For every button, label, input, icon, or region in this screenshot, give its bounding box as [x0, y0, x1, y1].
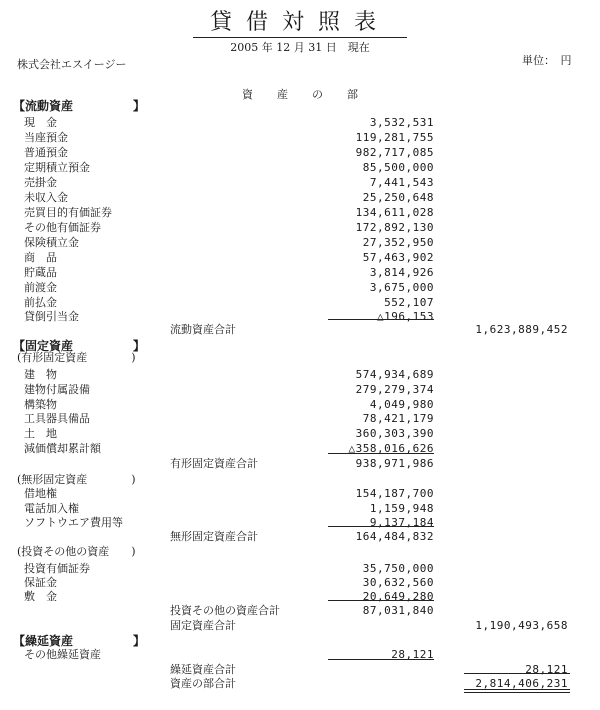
line-item-amount: 982,717,085 — [355, 146, 434, 159]
line-item-amount: 552,107 — [384, 296, 434, 309]
current-assets-total: 1,623,889,452 — [475, 323, 568, 336]
line-item-label: 敷 金 — [24, 590, 57, 603]
line-item-label: 工具器具備品 — [24, 412, 90, 425]
fixed-assets-heading: 【固定資産 】 — [13, 339, 146, 353]
line-item-label: 土 地 — [24, 427, 57, 440]
currency-unit: 単位： 円 — [522, 54, 572, 67]
double-rule-lower — [464, 692, 570, 693]
line-item-amount: 574,934,689 — [355, 368, 434, 381]
line-item-amount: 57,463,902 — [362, 251, 434, 264]
investments-total-label: 投資その他の資産合計 — [170, 604, 280, 617]
line-item-amount: 35,750,000 — [362, 562, 434, 575]
subtotal-rule — [328, 526, 434, 527]
intangible-assets-total: 164,484,832 — [355, 530, 434, 543]
line-item-label: 商 品 — [24, 251, 57, 264]
line-item-amount: 119,281,755 — [355, 131, 434, 144]
subtotal-rule — [328, 453, 434, 454]
line-item-amount: 172,892,130 — [355, 221, 434, 234]
line-item-amount: 25,250,648 — [362, 191, 434, 204]
line-item-label: 電話加入権 — [24, 502, 79, 515]
line-item-label: 貯蔵品 — [24, 266, 57, 279]
line-item-amount: 3,532,531 — [369, 116, 434, 129]
line-item-label: 前渡金 — [24, 281, 57, 294]
title-underline — [193, 37, 407, 38]
grand-total: 2,814,406,231 — [475, 677, 568, 690]
line-item-label: 建物付属設備 — [24, 383, 90, 396]
total-rule — [464, 673, 570, 674]
line-item-label: 普通預金 — [24, 146, 68, 159]
line-item-label: 保証金 — [24, 576, 57, 589]
document-title: 貸借対照表 — [209, 10, 390, 35]
line-item-amount: △196,153 — [377, 310, 434, 323]
line-item-label: 売買目的有価証券 — [24, 206, 112, 219]
line-item-label: 定期積立預金 — [24, 161, 90, 174]
tangible-assets-heading: (有形固定資産 ) — [17, 351, 136, 364]
line-item-amount: 7,441,543 — [369, 176, 434, 189]
grand-total-label: 資産の部合計 — [170, 677, 236, 690]
line-item-label: 当座預金 — [24, 131, 68, 144]
line-item-amount: 3,814,926 — [369, 266, 434, 279]
line-item-label: その他有価証券 — [24, 221, 101, 234]
report-date: 2005 年 12 月 31 日 現在 — [230, 41, 370, 54]
investments-total: 87,031,840 — [362, 604, 434, 617]
subtotal-rule — [328, 659, 434, 660]
intangible-assets-heading: (無形固定資産 ) — [17, 473, 136, 486]
tangible-assets-total: 938,971,986 — [355, 457, 434, 470]
line-item-amount: 28,121 — [391, 648, 434, 661]
line-item-label: 現 金 — [24, 116, 57, 129]
line-item-label: 前払金 — [24, 296, 57, 309]
line-item-label: ソフトウエア費用等 — [24, 516, 123, 529]
line-item-amount: 9,137,184 — [369, 516, 434, 529]
deferred-assets-heading: 【繰延資産 】 — [13, 634, 146, 648]
fixed-assets-total-label: 固定資産合計 — [170, 619, 236, 632]
line-item-label: 建 物 — [24, 368, 57, 381]
current-assets-heading: 【流動資産 】 — [13, 99, 146, 113]
line-item-label: 減価償却累計額 — [24, 442, 101, 455]
intangible-assets-total-label: 無形固定資産合計 — [170, 530, 258, 543]
line-item-amount: 360,303,390 — [355, 427, 434, 440]
line-item-amount: 20,649,280 — [362, 590, 434, 603]
line-item-amount: △358,016,626 — [348, 442, 434, 455]
line-item-amount: 27,352,950 — [362, 236, 434, 249]
line-item-label: 構築物 — [24, 398, 57, 411]
subtotal-rule — [328, 319, 434, 320]
current-assets-total-label: 流動資産合計 — [170, 323, 236, 336]
subtotal-rule — [328, 600, 434, 601]
company-name: 株式会社エスイージー — [17, 58, 127, 71]
line-item-label: 売掛金 — [24, 176, 57, 189]
tangible-assets-total-label: 有形固定資産合計 — [170, 457, 258, 470]
line-item-amount: 134,611,028 — [355, 206, 434, 219]
double-rule-upper — [464, 689, 570, 690]
line-item-label: 借地権 — [24, 487, 57, 500]
line-item-amount: 279,279,374 — [355, 383, 434, 396]
line-item-amount: 78,421,179 — [362, 412, 434, 425]
section-heading: 資産の部 — [242, 88, 382, 101]
deferred-assets-total-label: 繰延資産合計 — [170, 663, 236, 676]
line-item-amount: 85,500,000 — [362, 161, 434, 174]
fixed-assets-total: 1,190,493,658 — [475, 619, 568, 632]
line-item-label: 未収入金 — [24, 191, 68, 204]
line-item-label: 保険積立金 — [24, 236, 79, 249]
investments-heading: (投資その他の資産 ) — [17, 545, 136, 558]
deferred-assets-total: 28,121 — [525, 663, 568, 676]
line-item-amount: 30,632,560 — [362, 576, 434, 589]
line-item-label: 投資有価証券 — [24, 562, 90, 575]
line-item-amount: 4,049,980 — [369, 398, 434, 411]
line-item-label: その他繰延資産 — [24, 648, 101, 661]
line-item-amount: 3,675,000 — [369, 281, 434, 294]
line-item-label: 貸倒引当金 — [24, 310, 79, 323]
line-item-amount: 1,159,948 — [369, 502, 434, 515]
line-item-amount: 154,187,700 — [355, 487, 434, 500]
